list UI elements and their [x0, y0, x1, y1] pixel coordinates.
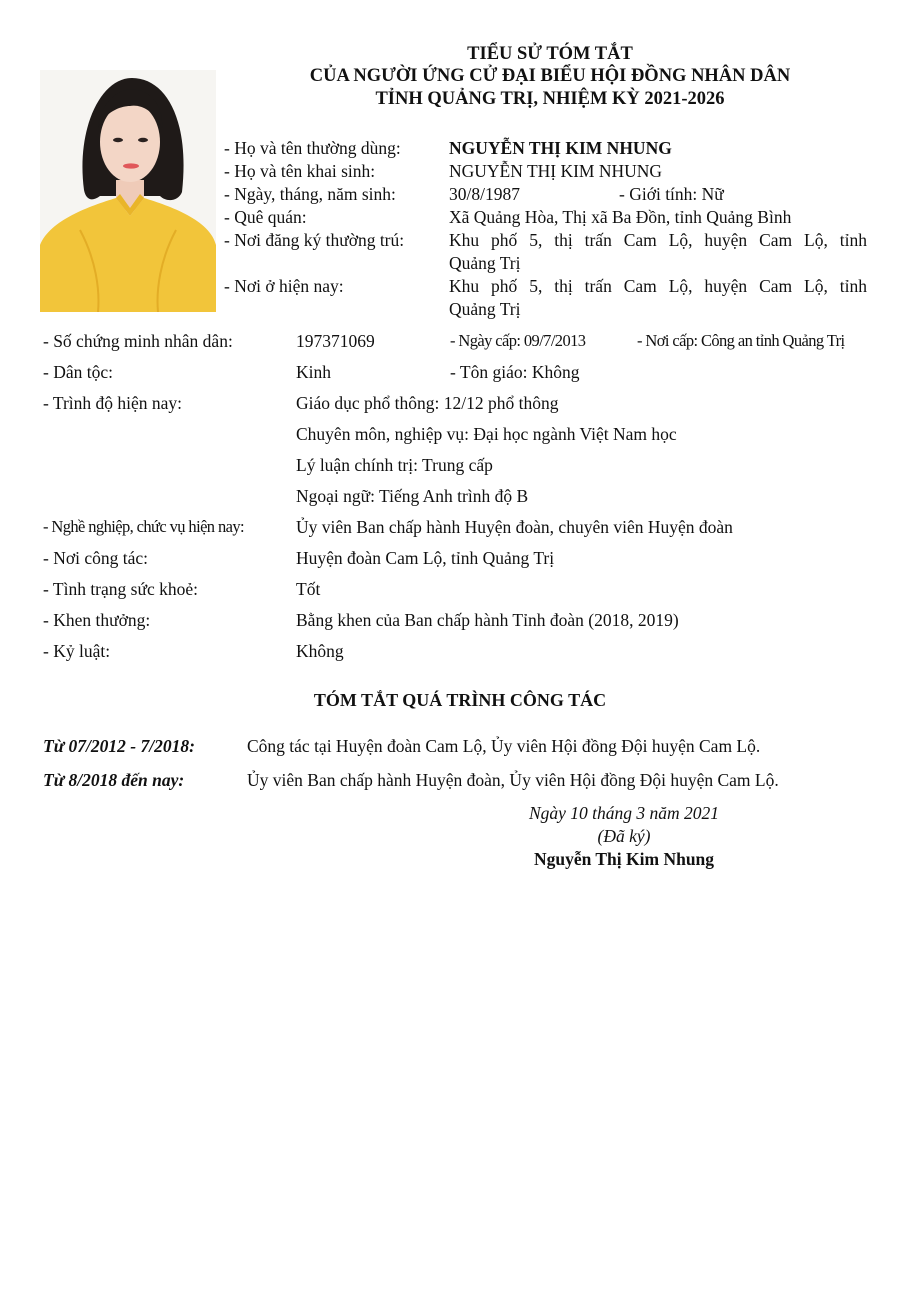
career-description: Ủy viên Ban chấp hành Huyện đoàn, Ủy viên Hội đồng Đội huyện Cam Lộ.	[247, 770, 779, 790]
education-major: Chuyên môn, nghiệp vụ: Đại học ngành Việt Nam học	[296, 424, 677, 444]
id-issue-date: - Ngày cấp: 09/7/2013	[450, 331, 586, 350]
signature-signed-note: (Đã ký)	[597, 826, 651, 846]
id-issue-place: - Nơi cấp: Công an tỉnh Quảng Trị	[637, 331, 845, 350]
id-number-label: - Số chứng minh nhân dân:	[43, 331, 233, 351]
current-residence-label: - Nơi ở hiện nay:	[224, 276, 344, 296]
common-name-value: NGUYỄN THỊ KIM NHUNG	[449, 138, 672, 158]
gender-value: - Giới tính: Nữ	[619, 184, 724, 204]
occupation-value: Ủy viên Ban chấp hành Huyện đoàn, chuyên viên Huyện đoàn	[296, 517, 733, 537]
religion-value: - Tôn giáo: Không	[450, 362, 580, 382]
birth-name-value: NGUYỄN THỊ KIM NHUNG	[449, 161, 663, 181]
dob-label: - Ngày, tháng, năm sinh:	[224, 184, 396, 204]
permanent-residence-line1: Khu phố 5, thị trấn Cam Lộ, huyện Cam Lộ, tỉnh	[449, 230, 867, 250]
current-residence-line1: Khu phố 5, thị trấn Cam Lộ, huyện Cam Lộ, tỉnh	[449, 276, 867, 296]
id-number-value: 197371069	[296, 331, 375, 351]
education-political: Lý luận chính trị: Trung cấp	[296, 455, 493, 475]
discipline-label: - Kỷ luật:	[43, 641, 111, 661]
hometown-value: Xã Quảng Hòa, Thị xã Ba Đồn, tỉnh Quảng Bình	[449, 207, 792, 227]
occupation-label: - Nghề nghiệp, chức vụ hiện nay:	[43, 517, 244, 536]
workplace-label: - Nơi công tác:	[43, 548, 148, 568]
document-term: TỈNH QUẢNG TRỊ, NHIỆM KỲ 2021-2026	[375, 89, 725, 109]
education-language: Ngoại ngữ: Tiếng Anh trình độ B	[296, 486, 529, 506]
career-period: Từ 8/2018 đến nay:	[43, 770, 185, 790]
document-subtitle: CỦA NGƯỜI ỨNG CỬ ĐẠI BIỂU HỘI ĐỒNG NHÂN DÂN	[309, 66, 791, 86]
document-title: TIỂU SỬ TÓM TẮT	[467, 44, 633, 64]
current-residence-line2: Quảng Trị	[449, 299, 521, 319]
awards-value: Bằng khen của Ban chấp hành Tỉnh đoàn (2018, 2019)	[296, 610, 679, 630]
dob-value: 30/8/1987	[449, 184, 520, 204]
education-general: Giáo dục phổ thông: 12/12 phổ thông	[296, 393, 559, 413]
education-label: - Trình độ hiện nay:	[43, 393, 183, 413]
face-shape	[100, 102, 160, 182]
signature-date: Ngày 10 tháng 3 năm 2021	[528, 803, 720, 823]
health-value: Tốt	[296, 579, 321, 599]
permanent-residence-line2: Quảng Trị	[449, 253, 521, 273]
candidate-photo	[40, 70, 216, 312]
permanent-residence-label: - Nơi đăng ký thường trú:	[224, 230, 405, 250]
awards-label: - Khen thưởng:	[43, 610, 151, 630]
career-section-title: TÓM TẮT QUÁ TRÌNH CÔNG TÁC	[313, 690, 607, 710]
signature-name: Nguyễn Thị Kim Nhung	[533, 849, 715, 869]
ethnicity-value: Kinh	[296, 362, 331, 382]
career-description: Công tác tại Huyện đoàn Cam Lộ, Ủy viên Hội đồng Đội huyện Cam Lộ.	[247, 736, 761, 756]
health-label: - Tình trạng sức khoẻ:	[43, 579, 198, 599]
birth-name-label: - Họ và tên khai sinh:	[224, 161, 376, 181]
discipline-value: Không	[296, 641, 344, 661]
workplace-value: Huyện đoàn Cam Lộ, tỉnh Quảng Trị	[296, 548, 555, 568]
ethnicity-label: - Dân tộc:	[43, 362, 113, 382]
hometown-label: - Quê quán:	[224, 207, 307, 227]
career-period: Từ 07/2012 - 7/2018:	[43, 736, 195, 756]
common-name-label: - Họ và tên thường dùng:	[224, 138, 401, 158]
